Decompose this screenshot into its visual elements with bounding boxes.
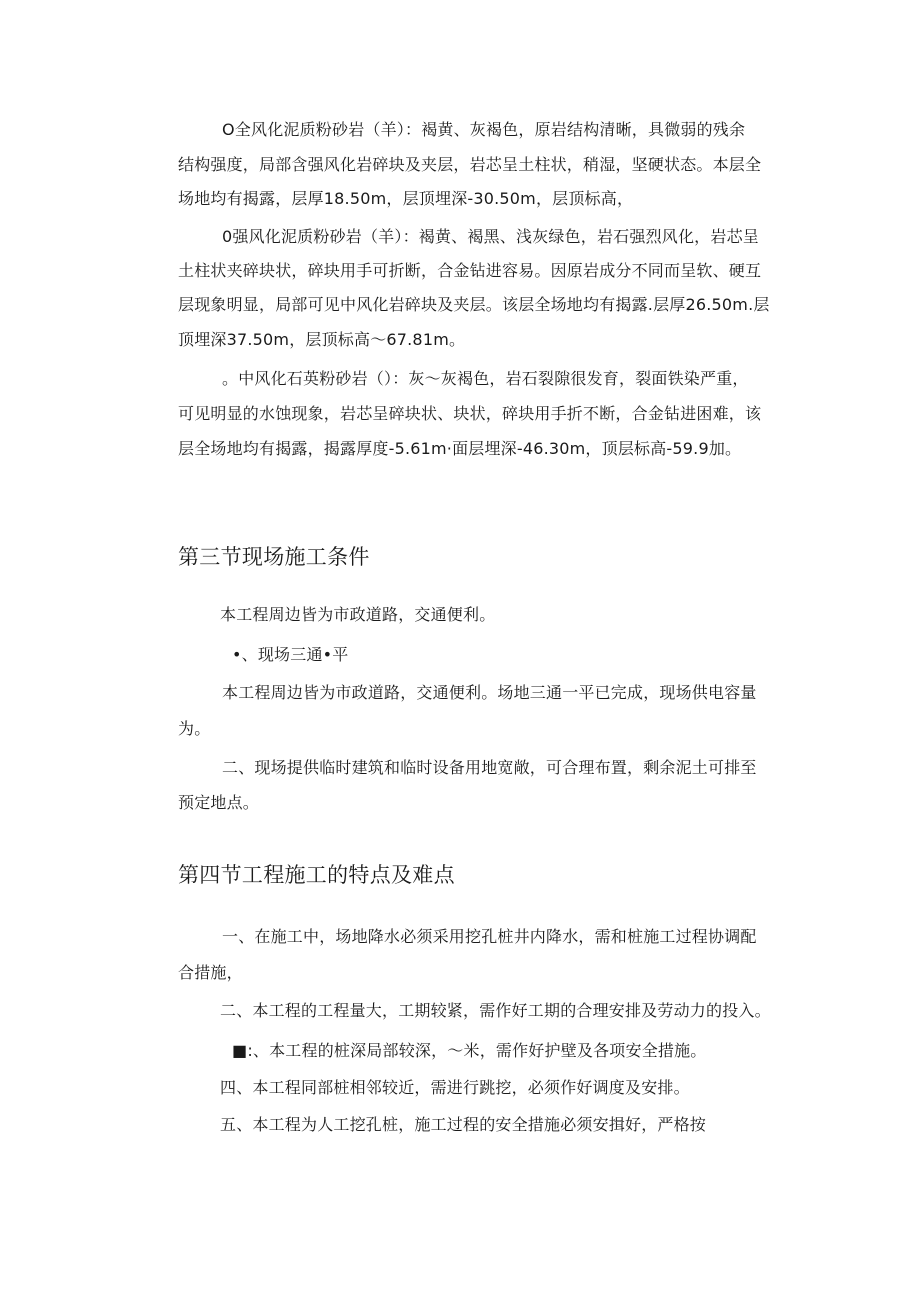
paragraph-strongly-weathered-line-1: 0强风化泥质粉砂岩（羊）：褐黄、褐黑、浅灰绿色，岩石强烈风化，岩芯呈	[222, 227, 759, 246]
section-4-item-2: 二、本工程的工程量大，工期较紧，需作好工期的合理安排及劳动力的投入。	[220, 1001, 771, 1020]
section-4-item-1-line-1: 一、在施工中，场地降水必须采用挖孔桩井内降水，需和桩施工过程协调配	[222, 927, 757, 946]
section-3-paragraph-4-line-2: 预定地点。	[178, 793, 260, 812]
section-3-paragraph-4-line-1: 二、现场提供临时建筑和临时设备用地宽敞，可合理布置，剩余泥土可排至	[222, 758, 757, 777]
paragraph-fully-weathered-line-1: O全风化泥质粉砂岩（羊）：褐黄、灰褐色，原岩结构清晰，具微弱的残余	[222, 120, 746, 139]
section-3-paragraph-3-line-1: 本工程周边皆为市政道路，交通便利。场地三通一平已完成，现场供电容量	[222, 683, 757, 702]
paragraph-strongly-weathered-line-3: 层现象明显，局部可见中风化岩碎块及夹层。该层全场地均有揭露.层厚26.50m.层	[178, 295, 770, 314]
paragraph-fully-weathered-line-3: 场地均有揭露，层厚18.50m，层顶埋深-30.50m，层顶标高，	[178, 189, 634, 208]
paragraph-strongly-weathered-line-2: 土柱状夹碎块状，碎块用手可折断，合金钻进容易。因原岩成分不同而呈软、硬互	[178, 261, 762, 280]
paragraph-strongly-weathered-line-4: 顶埋深37.50m，层顶标高～67.81m。	[178, 330, 466, 349]
section-3-subheading-site-preparation: •、现场三通•平	[232, 645, 349, 664]
paragraph-moderately-weathered-line-3: 层全场地均有揭露，揭露厚度-5.61m·面层埋深-46.30m，顶层标高-59.9加。	[178, 439, 742, 458]
section-4-item-5: 五、本工程为人工挖孔桩，施工过程的安全措施必须安揖好，严格按	[220, 1115, 707, 1134]
paragraph-moderately-weathered-line-2: 可见明显的水蚀现象，岩芯呈碎块状、块状，碎块用手折不断，合金钻进困难，该	[178, 404, 762, 423]
section-3-title: 第三节现场施工条件	[178, 545, 370, 569]
paragraph-moderately-weathered-line-1: 。中风化石英粉砂岩（）：灰～灰褐色，岩石裂隙很发育，裂面铁染严重，	[222, 369, 749, 388]
section-4-item-4: 四、本工程同部桩相邻较近，需进行跳挖，必须作好调度及安排。	[220, 1078, 690, 1097]
section-4-item-1-line-2: 合措施，	[178, 963, 243, 982]
paragraph-fully-weathered-line-2: 结构强度，局部含强风化岩碎块及夹层，岩芯呈土柱状，稍湿，坚硬状态。本层全	[178, 155, 762, 174]
section-3-paragraph-1: 本工程周边皆为市政道路，交通便利。	[220, 605, 496, 624]
section-4-item-3: ■:、本工程的桩深局部较深，～米，需作好护壁及各项安全措施。	[232, 1041, 707, 1060]
section-4-title: 第四节工程施工的特点及难点	[178, 863, 455, 887]
section-3-paragraph-3-line-2: 为。	[178, 719, 211, 738]
